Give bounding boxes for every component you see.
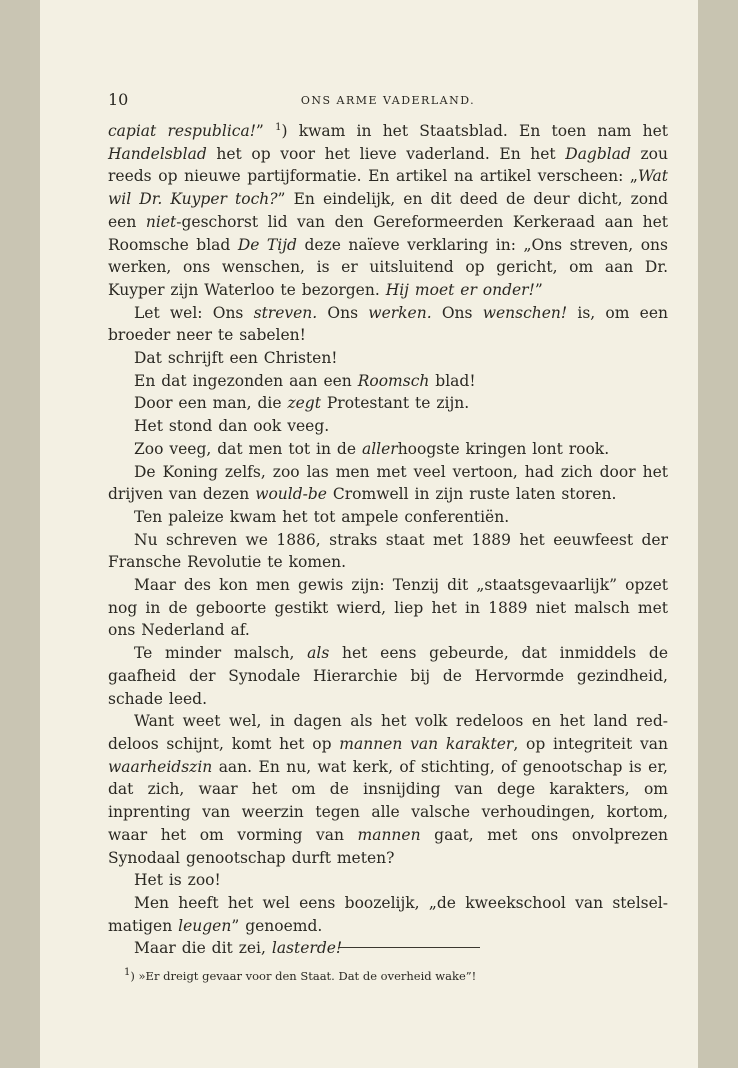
book-edge-left <box>0 0 40 1068</box>
paragraph-14: Het is zoo! <box>134 871 221 890</box>
paragraph-5: Door een man, die zegt Protestant te zijn. <box>134 394 470 413</box>
running-head: ONS ARME VADERLAND. <box>300 94 476 107</box>
paragraph-1: capiat respublica!” $^1$) kwam in het Staatsblad. En toen nam het Handelsblad het op voor het lieve vaderland. En het Dagblad zou reeds op nieuwe partijformatie. En artikel na artikel verscheen: „Wat wil Dr. Kuyper toch?” En eindelijk, en dit deed de deur dicht, zond een niet-geschorst lid van den Gereformeerden Kerkeraad aan het Roomsche blad De Tijd deze naïeve verklaring in: „Ons streven, ons werken, ons wenschen, is er uitsluitend op gericht, om aan Dr. Kuyper zijn Waterloo te bezorgen. Hij moet er onder!” <box>108 121 668 299</box>
page-body <box>108 120 668 960</box>
page-number: 10 <box>108 90 129 109</box>
footnote-divider <box>338 947 480 948</box>
paragraph-4: En dat ingezonden aan een Roomsch blad! <box>134 371 476 390</box>
footnote-marker: 1 <box>124 967 131 979</box>
paragraph-7: Zoo veeg, dat men tot in de allerhoogste kringen lont rook. <box>134 439 610 458</box>
paragraph-6: Het stond dan ook veeg. <box>134 417 330 436</box>
paragraph-10: Nu schreven we 1886, straks staat met 1889 het eeuwfeest der Fransche Revolutie te komen. <box>108 530 668 572</box>
book-page <box>40 0 698 1068</box>
paragraph-8: De Koning zelfs, zoo las men met veel vertoon, had zich door het drijven van dezen would-be Cromwell in zijn ruste laten storen. <box>108 462 668 504</box>
paragraph-16: Maar die dit zei, lasterde! <box>134 939 343 958</box>
paragraph-11: Maar des kon men gewis zijn: Tenzij dit „staatsgevaarlijk” opzet nog in de geboorte gestikt wierd, liep het in 1889 niet malsch met ons Nederland af. <box>108 576 668 640</box>
footnote-ref: 1 <box>275 121 282 133</box>
footnote-text: ) »Er dreigt gevaar voor den Staat. Dat de overheid wake”! <box>130 969 477 983</box>
book-edge-right <box>698 0 738 1068</box>
paragraph-3: Dat schrijft een Christen! <box>134 349 338 368</box>
footnote <box>124 968 644 984</box>
paragraph-15: Men heeft het wel eens boozelijk, „de kweekschool van stelsel-matigen leugen” genoemd. <box>108 893 668 935</box>
paragraph-12: Te minder malsch, als het eens gebeurde, dat inmiddels de gaafheid der Synodale Hierarchie bij de Hervormde gezindheid, schade leed. <box>108 644 669 708</box>
paragraph-2: Let wel: Ons streven. Ons werken. Ons wenschen! is, om een broeder neer te sabelen! <box>108 303 668 345</box>
paragraph-9: Ten paleize kwam het tot ampele conferentiën. <box>134 507 510 526</box>
page-header <box>108 90 668 112</box>
paragraph-13: Want weet wel, in dagen als het volk redeloos en het land red-deloos schijnt, komt het op mannen van karakter, op integriteit van waarheidszin aan. En nu, wat kerk, of stichting, of genootschap is er, dat zich, waar het om de insnijding van dege karakters, om inprenting van weerzin tegen alle valsche verhoudingen, kortom, waar het om vorming van mannen gaat, met ons onvolprezen Synodaal genootschap durft meten? <box>108 712 669 867</box>
